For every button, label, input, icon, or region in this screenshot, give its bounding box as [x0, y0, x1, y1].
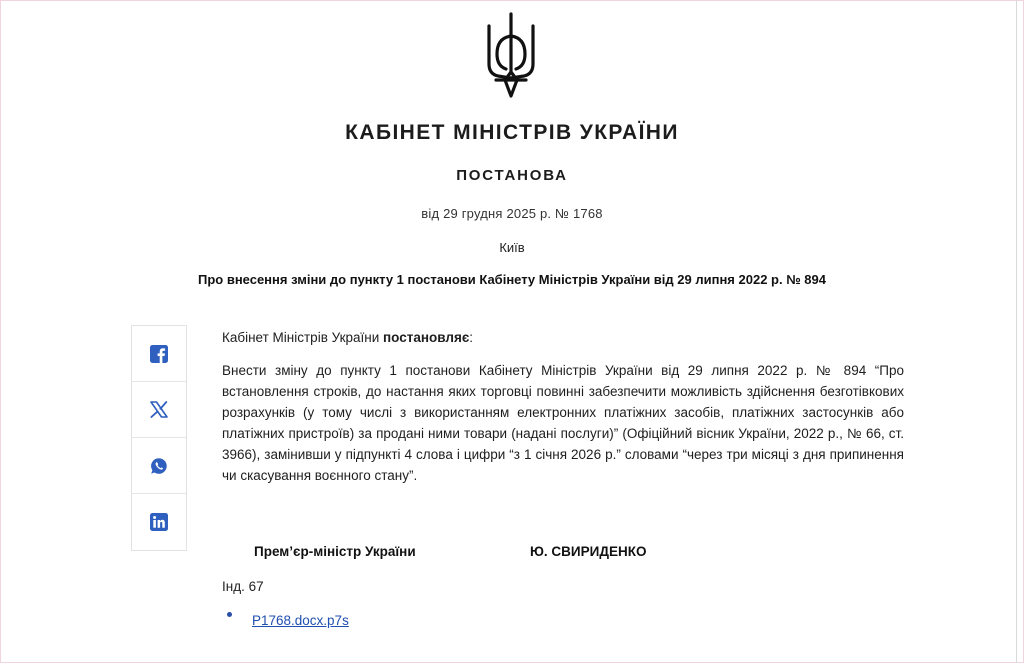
share-x-button[interactable]	[132, 382, 186, 438]
share-facebook-button[interactable]	[132, 326, 186, 382]
resolution-paragraph: Внести зміну до пункту 1 постанови Кабінету Міністрів України від 29 липня 2022 р. № 894 “Про встановлення строків, до настання яких торговці повинні забезпечити можливість здійснення безготівкових розрахунків (у тому числі з використанням електронних платіжних засобів, платіжних застосунків або платіжних пристроїв) за продані ними товари (надані послуги)” (Офіційний вісник України, 2022 р., № 66, ст. 3966), замінивши у підпункті 4 слова і цифри “з 1 січня 2026 р.” словами “через три місяці з дня припинення чи скасування воєнного стану”.	[222, 363, 904, 483]
scrollbar-edge	[1016, 0, 1017, 663]
resolution-line	[222, 327, 904, 348]
document-index: Інд. 67	[222, 579, 264, 594]
share-linkedin-button[interactable]	[132, 494, 186, 550]
facebook-icon	[150, 345, 168, 363]
signatory-role: Прем’єр-міністр України	[254, 544, 416, 559]
city: Київ	[499, 240, 525, 255]
share-panel	[131, 325, 187, 551]
document-subject: Про внесення зміни до пункту 1 постанови Кабінету Міністрів України від 29 липня 2022 р. № 894	[197, 272, 826, 287]
attachment-link[interactable]: P1768.docx.p7s	[252, 613, 349, 628]
share-whatsapp-button[interactable]	[132, 438, 186, 494]
org-title: КАБІНЕТ МІНІСТРІВ УКРАЇНИ	[345, 121, 679, 144]
whatsapp-icon	[150, 457, 168, 475]
document-type: ПОСТАНОВА	[456, 167, 568, 184]
resolution-suffix: :	[469, 330, 474, 345]
x-icon	[150, 401, 168, 418]
signatory-name: Ю. СВИРИДЕНКО	[530, 544, 647, 559]
linkedin-icon	[150, 513, 168, 531]
resolution-prefix: Кабінет Міністрів України	[222, 330, 384, 345]
resolution-keyword: постановляє	[383, 330, 470, 345]
document-date: від 29 грудня 2025 р. № 1768	[421, 206, 603, 221]
trident-emblem-icon	[484, 12, 538, 98]
list-bullet	[227, 612, 232, 617]
